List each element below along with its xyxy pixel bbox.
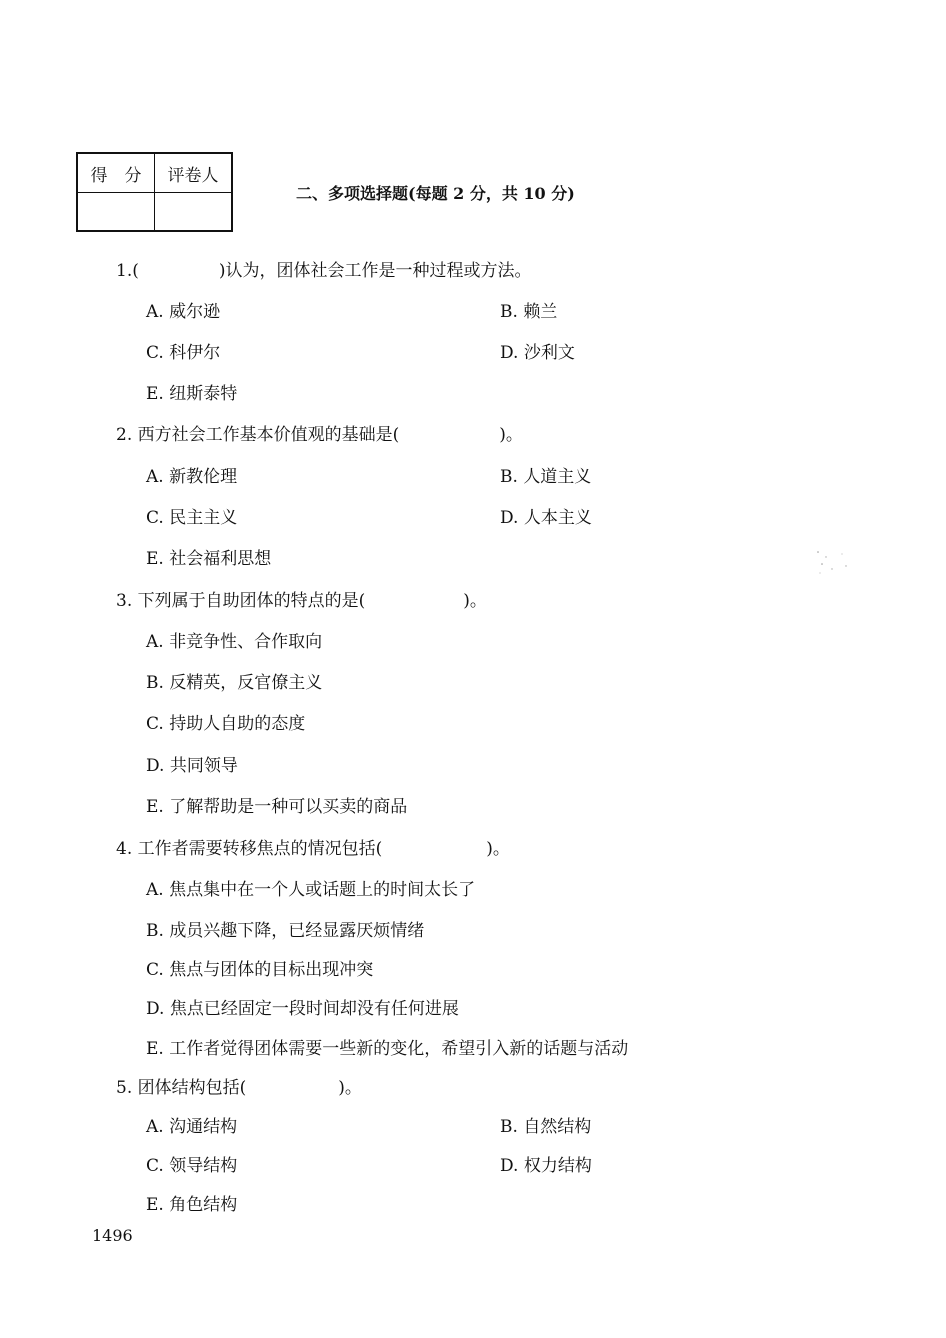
question-3-stem-post: )。 — [463, 591, 487, 611]
option-5b: B. 自然结构 — [500, 1117, 592, 1137]
question-5-stem — [116, 1077, 362, 1099]
option-3d: D. 共同领导 — [146, 756, 238, 776]
question-4-stem — [116, 838, 510, 860]
option-5d: D. 权力结构 — [500, 1156, 592, 1176]
option-1a: A. 威尔逊 — [146, 302, 221, 322]
option-2b: B. 人道主义 — [500, 467, 592, 487]
score-table — [76, 152, 233, 232]
option-4c: C. 焦点与团体的目标出现冲突 — [146, 960, 374, 980]
question-1-stem-pre: 1.( — [116, 261, 139, 281]
question-3-stem-pre: 3. 下列属于自助团体的特点的是( — [116, 591, 366, 611]
option-3e: E. 了解帮助是一种可以买卖的商品 — [146, 797, 408, 817]
score-cell — [77, 193, 155, 232]
option-4a: A. 焦点集中在一个人或话题上的时间太长了 — [146, 880, 476, 900]
question-2-stem-post: )。 — [499, 425, 523, 445]
scan-specks — [812, 548, 852, 578]
question-1-stem-post: )认为，团体社会工作是一种过程或方法。 — [218, 261, 532, 281]
option-4e: E. 工作者觉得团体需要一些新的变化，希望引入新的话题与活动 — [146, 1039, 629, 1059]
option-3c: C. 持助人自助的态度 — [146, 714, 306, 734]
question-5-stem-pre: 5. 团体结构包括( — [116, 1078, 247, 1098]
score-label: 得 分 — [77, 153, 155, 193]
option-4d: D. 焦点已经固定一段时间却没有任何进展 — [146, 999, 459, 1019]
option-1d: D. 沙利文 — [500, 343, 575, 363]
question-3-stem — [116, 590, 487, 612]
option-3b: B. 反精英，反官僚主义 — [146, 673, 323, 693]
grader-cell — [155, 193, 233, 232]
option-1b: B. 赖兰 — [500, 302, 558, 322]
option-2a: A. 新教伦理 — [146, 467, 238, 487]
option-1e: E. 纽斯泰特 — [146, 384, 238, 404]
option-2e: E. 社会福利思想 — [146, 549, 272, 569]
option-5c: C. 领导结构 — [146, 1156, 238, 1176]
page-number: 1496 — [92, 1226, 133, 1245]
grader-label: 评卷人 — [155, 153, 233, 193]
question-4-stem-post: )。 — [486, 839, 510, 859]
section-title: 二、多项选择题(每题 2 分，共 10 分) — [296, 184, 575, 203]
option-2d: D. 人本主义 — [500, 508, 592, 528]
question-2-stem — [116, 424, 523, 446]
question-2-stem-pre: 2. 西方社会工作基本价值观的基础是( — [116, 425, 400, 445]
question-1-stem — [116, 260, 532, 282]
question-4-stem-pre: 4. 工作者需要转移焦点的情况包括( — [116, 839, 383, 859]
option-5e: E. 角色结构 — [146, 1195, 238, 1215]
option-5a: A. 沟通结构 — [146, 1117, 238, 1137]
question-5-stem-post: )。 — [338, 1078, 362, 1098]
option-2c: C. 民主主义 — [146, 508, 238, 528]
option-3a: A. 非竞争性、合作取向 — [146, 632, 323, 652]
option-4b: B. 成员兴趣下降，已经显露厌烦情绪 — [146, 921, 425, 941]
option-1c: C. 科伊尔 — [146, 343, 221, 363]
